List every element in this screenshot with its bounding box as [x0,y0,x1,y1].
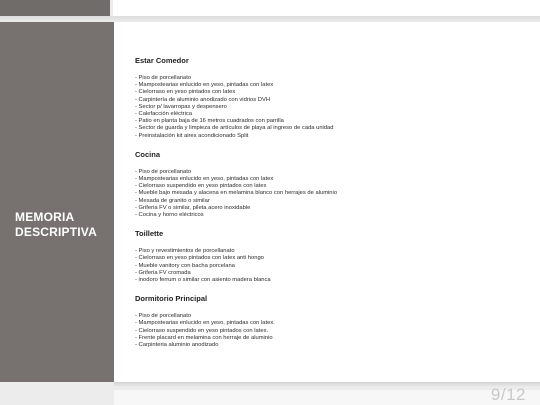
list-item: - Piso de porcellanato [135,168,192,175]
previous-page-sidebar-edge [0,0,110,16]
list-item: - Piso y revestimientos de porcellanato [135,248,235,255]
next-page-edge [114,390,540,405]
page-indicator: 9/12 [490,385,526,404]
list-item: - Preinstalación kit aires acondicionado Split [135,132,249,139]
section [135,294,535,349]
list-item: - Frente placard en melamina con herraje de aluminio [135,334,273,341]
section [135,150,535,219]
list-item: - Patio en planta baja de 16 metros cuadrados con parrilla [135,118,284,125]
list-item: - Sector de guarda y limpieza de artículos de playa al ingreso de cada unidad [135,125,334,132]
section-title: Dormitorio Principal [135,294,208,304]
bottom-shadow [114,382,540,387]
list-item: - Sector p/ lavarropas y despensero [135,103,227,110]
list-item: - Cielorraso suspendido en yeso pintados con latex. [135,327,269,334]
item-list [135,313,535,349]
list-item: - Piso de porcellanato [135,75,192,81]
list-item: - Cocina y horno eléctricos [135,212,204,219]
sidebar [0,22,114,382]
list-item: - Cielorraso en yeso pintados con latex [135,89,236,96]
list-item: - Mueble vanitory con bacha porcelana [135,262,235,269]
list-item: - Calefacción eléctrica [135,111,193,118]
item-list [135,75,535,140]
list-item: - Mampostearias enlucido en yeso, pintadas con latex [135,176,274,183]
list-item: - Mampostearias enlucido en yeso, pintadas con latex. [135,320,275,327]
list-item: - Mampostearias enlucido en yeso, pintadas con latex [135,82,274,89]
list-item: - inodoro ferrum o similar con asiento madera blanca [135,277,271,284]
item-list [135,169,535,219]
sidebar-title: MEMORIA DESCRIPTIVA [15,210,97,239]
list-item: - Carpintería de aluminio anodizado con vidrios DVH [135,96,271,103]
list-item: - Mesada de granito o similar [135,197,210,204]
list-item: - Cielorraso en yeso pintados con latex anti hongo [135,255,264,262]
section [135,56,535,140]
list-item: - Cielorraso suspendido en yeso pintados con latex [135,183,267,190]
section-title: Estar Comedor [135,56,189,65]
list-item: - Griferia FV cromada [135,269,191,276]
list-item: - Mueble bajo mesada y alacena en melamina blanco con herrajes de aluminio [135,190,338,197]
list-item: - Griferia FV o similar, pileta acero inoxidable [135,204,251,211]
section-title: Toillette [135,229,164,239]
page-content [135,56,535,359]
list-item: - Piso de porcellanato [135,313,192,320]
section [135,229,535,284]
previous-page-edge [113,0,540,16]
list-item: - Carpinteria aluminio anodizado [135,342,219,349]
document-page [114,22,540,382]
item-list [135,248,535,284]
section-title: Cocina [135,149,161,159]
